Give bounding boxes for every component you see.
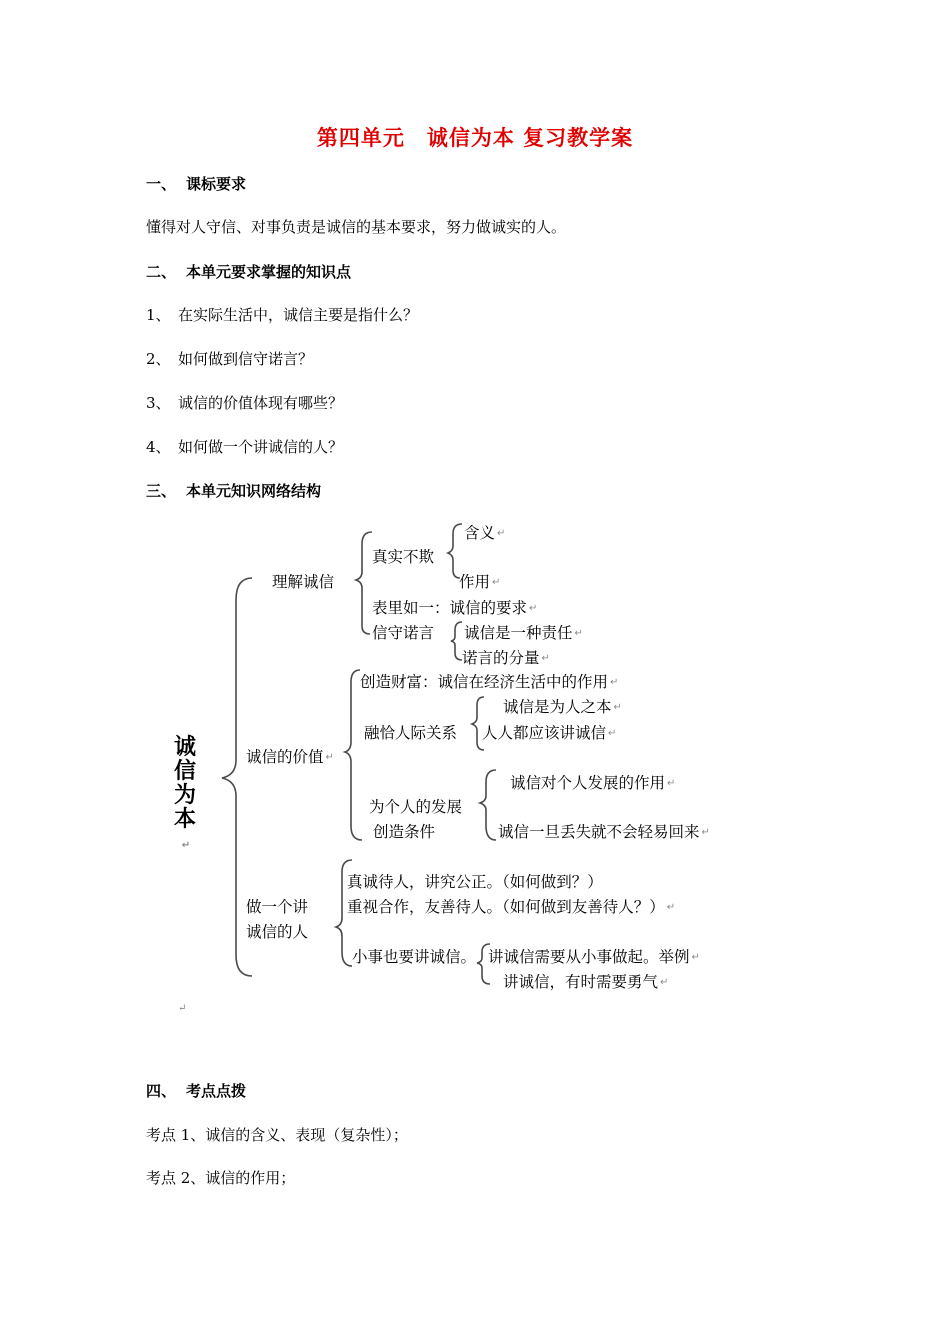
point-number: 4、 <box>146 438 171 456</box>
exam-point-1: 考点 1、诚信的含义、表现（复杂性）； <box>146 1126 408 1144</box>
paragraph-mark-icon: ↵ <box>660 977 669 988</box>
node-text: 创造财富：诚信在经济生活中的作用 <box>360 673 609 691</box>
node-function <box>459 570 500 592</box>
node-responsibility <box>464 621 583 643</box>
exam-point-2: 考点 2、诚信的作用； <box>146 1169 296 1187</box>
node-cooperation <box>347 895 675 917</box>
paragraph-mark-icon: ↵ <box>541 653 550 664</box>
section-title: 本单元知识网络结构 <box>186 482 322 500</box>
section-heading-4 <box>146 1080 246 1101</box>
branch-value <box>246 745 334 767</box>
paragraph-mark-icon: ↵ <box>608 728 617 739</box>
branch2-brace <box>345 670 362 840</box>
node-personal-dev-2: 创造条件 <box>373 823 436 841</box>
node-dev-function <box>510 771 675 793</box>
trailing-paragraph-mark <box>176 998 186 1017</box>
node-text: 讲诚信，有时需要勇气 <box>503 973 659 991</box>
branch-be-honest-2: 诚信的人 <box>246 923 309 941</box>
paragraph-mark-icon: ↵ <box>701 827 710 838</box>
point-text: 如何做一个讲诚信的人？ <box>178 438 344 456</box>
node-text: 表里如一：诚信的要求 <box>372 599 528 617</box>
node-meaning <box>464 521 505 543</box>
root-label: 诚信为本 <box>173 735 196 832</box>
paragraph-mark-icon: ↵ <box>181 840 191 851</box>
paragraph-mark-icon: ↵ <box>691 952 700 963</box>
node-text: 诺言的分量 <box>462 649 540 667</box>
section-number: 一、 <box>146 175 177 193</box>
point-number: 2、 <box>146 350 171 368</box>
node-everyone-honest <box>482 721 616 743</box>
node-once-lost <box>498 820 710 842</box>
requirement-text: 懂得对人守信、对事负责是诚信的基本要求，努力做诚实的人。 <box>146 218 567 236</box>
promise-brace <box>451 622 462 660</box>
node-text: 含义 <box>464 524 496 542</box>
paragraph-mark-icon: ↵ <box>610 677 619 688</box>
point-text: 如何做到信守诺言？ <box>178 350 314 368</box>
branch1-brace <box>356 532 372 634</box>
section-title: 课标要求 <box>186 175 247 193</box>
node-sincere: 真诚待人，讲究公正。（如何做到？） <box>347 873 603 891</box>
node-text: 重视合作，友善待人。（如何做到友善待人？） <box>347 898 665 916</box>
branch-be-honest-1: 做一个讲 <box>246 898 309 916</box>
node-create-wealth <box>360 670 618 692</box>
paragraph-mark-icon: ↵ <box>666 902 676 913</box>
paragraph-mark-icon: ↵ <box>667 778 676 789</box>
section-title: 考点点拨 <box>186 1082 247 1100</box>
paragraph-mark-icon: ↵ <box>574 628 583 639</box>
node-text: 作用 <box>459 573 491 591</box>
node-text: 人人都应该讲诚信 <box>482 724 607 742</box>
section-number: 四、 <box>146 1082 177 1100</box>
point-number: 3、 <box>146 394 171 412</box>
section-number: 三、 <box>146 482 177 500</box>
paragraph-mark-icon: ↵ <box>529 603 538 614</box>
point-number: 1、 <box>146 306 171 324</box>
mindmap-root <box>170 736 200 858</box>
node-courage <box>503 970 668 992</box>
node-relationships: 融恰人际关系 <box>364 724 458 742</box>
paragraph-mark-icon: ↵ <box>497 528 506 539</box>
node-text: 诚信的价值 <box>246 748 324 766</box>
point-text: 诚信的价值体现有哪些？ <box>178 394 344 412</box>
node-keep-promise: 信守诺言 <box>372 624 435 642</box>
point-text: 在实际生活中，诚信主要是指什么？ <box>178 306 419 324</box>
node-basis-of-person <box>503 695 622 717</box>
branch-understand: 理解诚信 <box>272 573 335 591</box>
node-text: 诚信是为人之本 <box>503 698 612 716</box>
section-title: 本单元要求掌握的知识点 <box>186 263 352 281</box>
node-truthful: 真实不欺 <box>372 548 435 566</box>
node-small-things: 小事也要讲诚信。 <box>352 948 477 966</box>
paragraph-mark-icon: ↵ <box>325 752 334 763</box>
node-text: 诚信是一种责任 <box>464 624 573 642</box>
development-brace <box>480 770 496 840</box>
node-consistent <box>372 596 537 618</box>
paragraph-mark-icon: ↵ <box>492 577 501 588</box>
node-text: 诚信一旦丢失就不会轻易回来 <box>498 823 700 841</box>
node-text: 诚信对个人发展的作用 <box>510 774 666 792</box>
section-number: 二、 <box>146 263 177 281</box>
paragraph-mark-icon: ↵ <box>613 702 622 713</box>
page-title: 第四单元 诚信为本 复习教学案 <box>316 126 634 150</box>
node-small-things-start <box>488 945 700 967</box>
node-text: 讲诚信需要从小事做起。举例 <box>488 948 690 966</box>
paragraph-mark-icon: ↵ <box>178 1003 187 1014</box>
node-personal-dev-1: 为个人的发展 <box>369 798 463 816</box>
node-promise-weight <box>462 646 550 668</box>
